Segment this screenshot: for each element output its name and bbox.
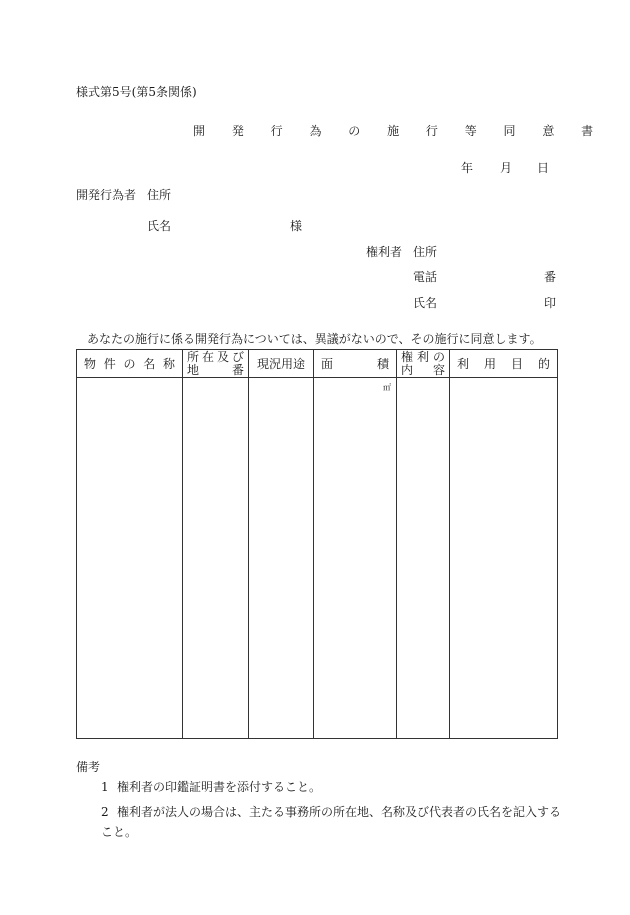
- header-property-name: 物 件 の 名 称: [77, 350, 183, 378]
- date-year-label: 年: [461, 161, 474, 175]
- table-body-row: [77, 378, 558, 739]
- header-current-use: 現況用途: [249, 350, 314, 378]
- table-header-row: [77, 350, 558, 378]
- seal-mark: 印: [544, 296, 557, 310]
- note-2-number: 2: [101, 805, 109, 819]
- document-title: 開 発 行 為 の 施 行 等 同 意 書: [193, 124, 605, 138]
- developer-honorific: 様: [290, 219, 303, 233]
- note-2-continuation: こと。: [101, 825, 138, 839]
- right-holder-label: 権利者: [366, 245, 403, 259]
- date-day-label: 日: [537, 161, 550, 175]
- header-area: 面 積: [314, 350, 397, 378]
- cell-current-use[interactable]: [249, 378, 314, 739]
- form-number: 様式第5号(第5条関係): [76, 85, 197, 99]
- notes-heading: 備考: [76, 760, 101, 774]
- note-2-text: 権利者が法人の場合は、主たる事務所の所在地、名称及び代表者の氏名を記入する: [117, 805, 562, 819]
- developer-name-label: 氏名: [147, 219, 172, 233]
- cell-purpose[interactable]: [450, 378, 558, 739]
- right-holder-phone-suffix: 番: [544, 270, 557, 284]
- right-holder-name-label: 氏名: [413, 296, 438, 310]
- header-right-content: 権 利 の 内 容: [397, 350, 450, 378]
- header-purpose: 利 用 目 的: [450, 350, 558, 378]
- cell-location[interactable]: [183, 378, 249, 739]
- note-1-number: 1: [101, 780, 109, 794]
- developer-label: 開発行為者: [76, 188, 137, 202]
- cell-right-content[interactable]: [397, 378, 450, 739]
- right-holder-phone-label: 電話: [413, 270, 438, 284]
- consent-statement: あなたの施行に係る開発行為については、異議がないので、その施行に同意します。: [87, 332, 542, 346]
- area-unit: ㎡: [383, 383, 391, 392]
- developer-address-label: 住所: [147, 188, 172, 202]
- consent-table: [76, 349, 558, 739]
- date-month-label: 月: [500, 161, 513, 175]
- note-1-text: 権利者の印鑑証明書を添付すること。: [117, 780, 322, 794]
- cell-area[interactable]: [314, 378, 397, 739]
- cell-property-name[interactable]: [77, 378, 183, 739]
- right-holder-address-label: 住所: [413, 245, 438, 259]
- header-location: 所 在 及 び 地 番: [183, 350, 249, 378]
